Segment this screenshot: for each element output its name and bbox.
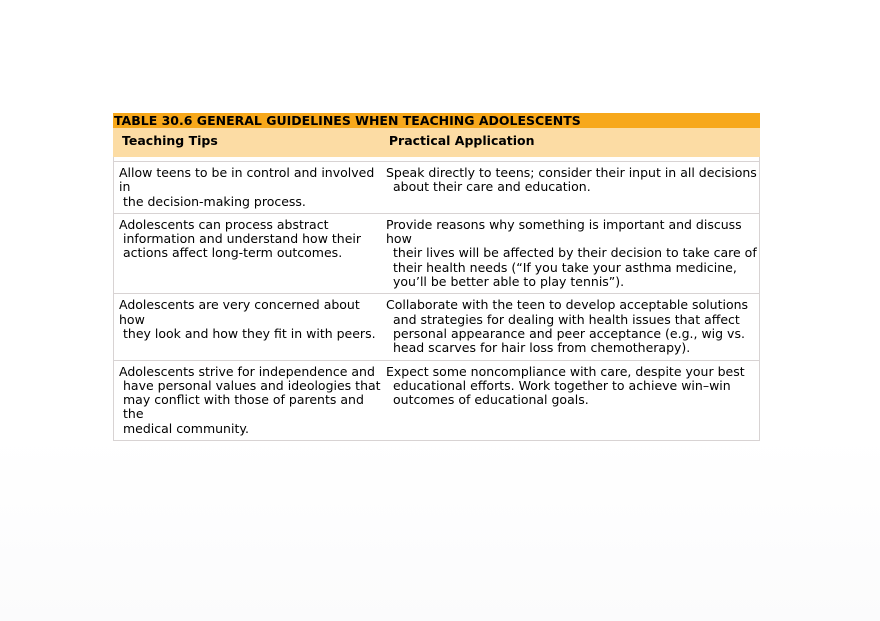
practical-application-cell — [385, 214, 759, 293]
cell-line: medical community. — [123, 420, 249, 436]
table-row — [113, 294, 760, 360]
practical-application-cell — [385, 162, 759, 213]
header-teaching-tips: Teaching Tips — [122, 133, 218, 148]
header-practical-application: Practical Application — [388, 133, 535, 148]
cell-line: outcomes of educational goals. — [393, 392, 589, 408]
teaching-tip-cell — [114, 294, 385, 359]
cell-line: you’ll be better able to play tennis”). — [393, 274, 625, 290]
table-row — [113, 214, 760, 294]
cell-line: their lives will be affected by their decision to take care of — [393, 245, 757, 261]
cell-line: have personal values and ideologies that — [123, 377, 381, 393]
cell-line: personal appearance and peer acceptance (e.g., wig vs. — [393, 325, 745, 341]
cell-line: Speak directly to teens; consider their input in all decisions — [386, 165, 757, 180]
cell-line: may conflict with those of parents and the — [123, 392, 364, 422]
cell-line: Adolescents are very concerned about how — [119, 297, 360, 327]
cell-line: Expect some noncompliance with care, despite your best — [386, 363, 745, 379]
cell-line: Provide reasons why something is important and discuss how — [386, 216, 742, 247]
cell-line: about their care and education. — [393, 179, 591, 195]
cell-line: the decision-making process. — [123, 193, 306, 209]
teaching-tip-cell — [114, 214, 385, 293]
cell-line: head scarves for hair loss from chemotherapy). — [393, 340, 691, 356]
practical-application-cell — [385, 361, 759, 440]
cell-line: Collaborate with the teen to develop acceptable solutions — [386, 297, 749, 313]
cell-line: and strategies for dealing with health issues that affect — [393, 311, 740, 327]
cell-line: actions affect long-term outcomes. — [123, 245, 343, 261]
table-header-row — [113, 128, 760, 157]
cell-line: information and understand how their — [123, 231, 362, 247]
cell-line: educational efforts. Work together to achieve win–win — [393, 377, 731, 393]
cell-line: Allow teens to be in control and involved in — [119, 165, 375, 195]
cell-line: Adolescents strive for independence and — [119, 363, 375, 379]
table-row — [113, 161, 760, 214]
teaching-tip-cell — [114, 162, 385, 213]
guidelines-table — [113, 113, 760, 441]
teaching-tip-cell — [114, 361, 385, 440]
cell-line: they look and how they fit in with peers. — [123, 325, 376, 341]
cell-line: Adolescents can process abstract — [119, 216, 329, 232]
practical-application-cell — [385, 294, 759, 359]
table-title: TABLE 30.6 GENERAL GUIDELINES WHEN TEACHING ADOLESCENTS — [113, 113, 760, 128]
table-row — [113, 361, 760, 441]
cell-line: their health needs (“If you take your asthma medicine, — [393, 259, 737, 275]
